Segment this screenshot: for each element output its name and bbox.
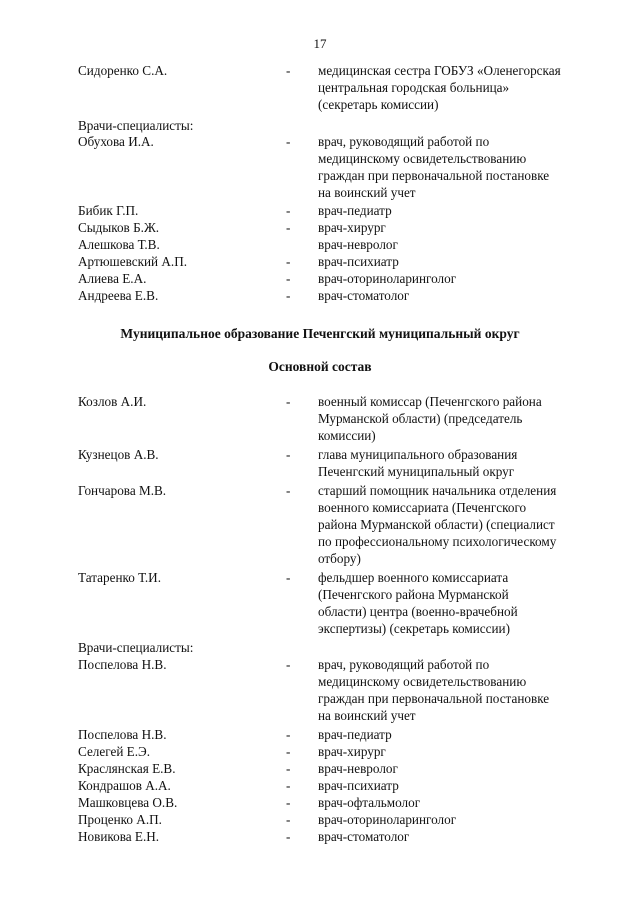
desc-line: (Печенгского района Мурманской	[318, 587, 509, 602]
desc-line: врач, руководящий работой по	[318, 657, 490, 672]
doctor-name: Поспелова Н.В.	[78, 727, 167, 742]
doctor-role: врач-оториноларинголог	[318, 271, 457, 286]
dash: -	[286, 570, 291, 585]
municipality-heading: Муниципальное образование Печенгский муниципальный округ	[120, 326, 520, 341]
member-name: Козлов А.И.	[78, 394, 147, 409]
desc-line: врач, руководящий работой по	[318, 134, 490, 149]
member-name: Сидоренко С.А.	[78, 63, 168, 78]
desc-line: Мурманской области) (председатель	[318, 411, 523, 426]
doctor-role: врач-стоматолог	[318, 288, 410, 303]
dash: -	[286, 288, 291, 303]
desc-line: фельдшер военного комиссариата	[318, 570, 509, 585]
doctor-name: Краслянская Е.В.	[78, 761, 176, 776]
doctor-name: Сыдыков Б.Ж.	[78, 220, 160, 235]
desc-line: комиссии)	[318, 428, 376, 443]
dash: -	[286, 761, 291, 776]
doctor-name: Машковцева О.В.	[78, 795, 178, 810]
doctor-role: врач-невролог	[318, 237, 398, 252]
member-name: Гончарова М.В.	[78, 483, 167, 498]
doctor-role: врач-офтальмолог	[318, 795, 421, 810]
dash: -	[286, 744, 291, 759]
dash: -	[286, 795, 291, 810]
member-name: Поспелова Н.В.	[78, 657, 167, 672]
desc-line: по профессиональному психологическому	[318, 534, 557, 549]
desc-line: центральная городская больница»	[318, 80, 510, 95]
dash: -	[286, 271, 291, 286]
doctor-role: врач-хирург	[318, 220, 386, 235]
desc-line: медицинскому освидетельствованию	[318, 151, 527, 166]
doctor-role: врач-педиатр	[318, 727, 392, 742]
dash: -	[286, 134, 291, 149]
desc-line: медицинская сестра ГОБУЗ «Оленегорская	[318, 63, 561, 78]
desc-line: глава муниципального образования	[318, 447, 518, 462]
dash: -	[286, 254, 291, 269]
doctor-name: Алешкова Т.В.	[78, 237, 160, 252]
dash: -	[286, 812, 291, 827]
doctor-name: Проценко А.П.	[78, 812, 162, 827]
desc-line: отбору)	[318, 551, 361, 566]
desc-line: граждан при первоначальной постановке	[318, 168, 550, 183]
member-description	[318, 569, 618, 637]
desc-line: района Мурманской области) (специалист	[318, 517, 555, 532]
doctor-role: врач-невролог	[318, 761, 398, 776]
member-description	[318, 482, 618, 567]
desc-line: граждан при первоначальной постановке	[318, 691, 550, 706]
dash: -	[286, 394, 291, 409]
doctor-name: Андреева Е.В.	[78, 288, 159, 303]
doctor-role: врач-оториноларинголог	[318, 812, 457, 827]
member-description	[318, 62, 618, 113]
doctor-role: врач-стоматолог	[318, 829, 410, 844]
doctor-name: Селегей Е.Э.	[78, 744, 151, 759]
member-description	[318, 133, 618, 201]
dash: -	[286, 447, 291, 462]
doctor-role: врач-хирург	[318, 744, 386, 759]
desc-line: на воинский учет	[318, 185, 416, 200]
desc-line: Печенгский муниципальный округ	[318, 464, 515, 479]
doctor-role: врач-педиатр	[318, 203, 392, 218]
member-description	[318, 656, 618, 724]
dash: -	[286, 220, 291, 235]
desc-line: военный комиссар (Печенгского района	[318, 394, 542, 409]
desc-line: медицинскому освидетельствованию	[318, 674, 527, 689]
doctor-name: Кондрашов А.А.	[78, 778, 171, 793]
page-number: 17	[313, 36, 327, 51]
doctor-name: Артюшевский А.П.	[78, 254, 188, 269]
doctor-role: врач-психиатр	[318, 254, 399, 269]
member-name: Обухова И.А.	[78, 134, 154, 149]
specialists-label: Врачи-специалисты:	[78, 118, 194, 133]
member-description	[318, 446, 618, 480]
doctor-role: врач-психиатр	[318, 778, 399, 793]
member-name: Кузнецов А.В.	[78, 447, 159, 462]
dash: -	[286, 203, 291, 218]
dash: -	[286, 778, 291, 793]
dash: -	[286, 657, 291, 672]
desc-line: (секретарь комиссии)	[318, 97, 439, 112]
main-composition-heading: Основной состав	[268, 359, 372, 374]
desc-line: области) центра (военно-врачебной	[318, 604, 518, 619]
doctor-name: Бибик Г.П.	[78, 203, 139, 218]
desc-line: экспертизы) (секретарь комиссии)	[318, 621, 510, 636]
dash: -	[286, 727, 291, 742]
doctor-name: Алиева Е.А.	[78, 271, 147, 286]
dash: -	[286, 483, 291, 498]
desc-line: старший помощник начальника отделения	[318, 483, 557, 498]
member-description	[318, 393, 618, 444]
member-name: Татаренко Т.И.	[78, 570, 161, 585]
specialists-label: Врачи-специалисты:	[78, 640, 194, 655]
desc-line: военного комиссариата (Печенгского	[318, 500, 527, 515]
desc-line: на воинский учет	[318, 708, 416, 723]
dash: -	[286, 829, 291, 844]
dash: -	[286, 63, 291, 78]
doctor-name: Новикова Е.Н.	[78, 829, 160, 844]
